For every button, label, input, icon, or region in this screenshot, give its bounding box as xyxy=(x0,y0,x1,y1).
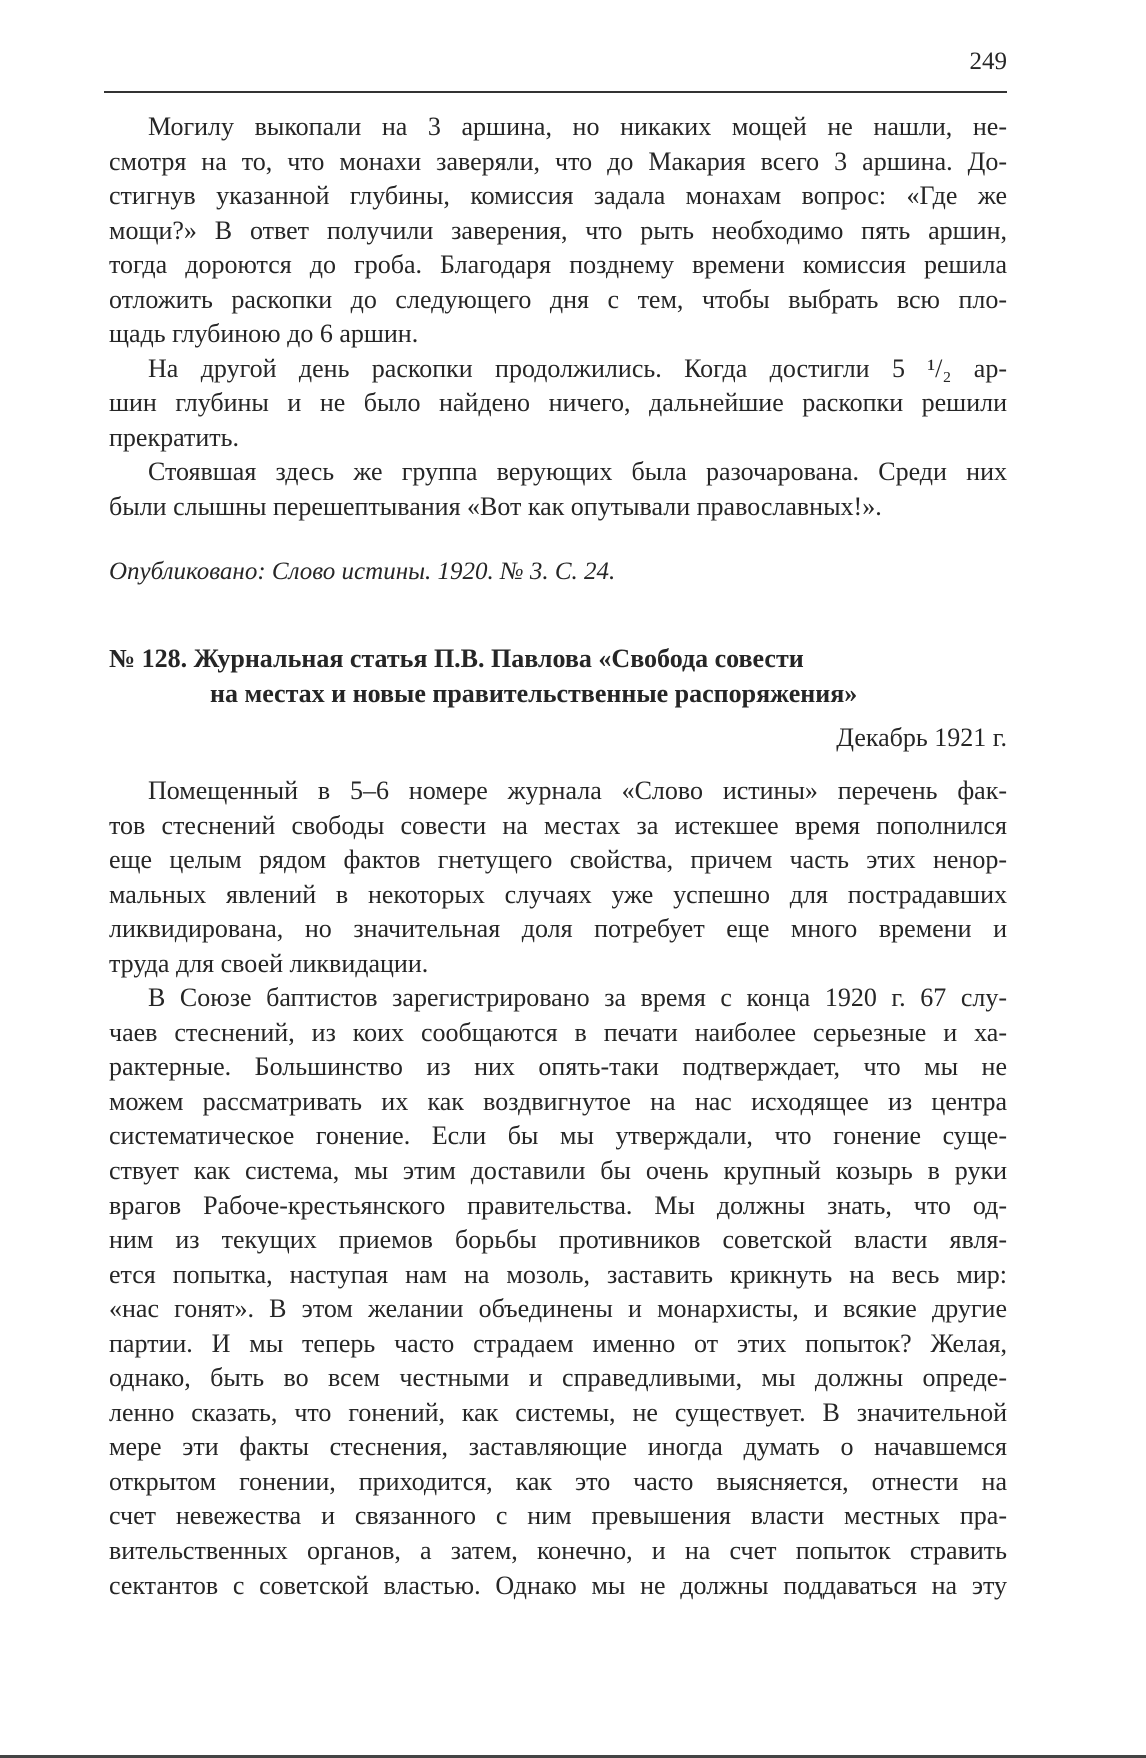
document-text-block-1 xyxy=(109,110,1007,525)
text-line: открытом гонении, приходится, как это часто выясняется, отнести на xyxy=(109,1466,1007,1496)
text-line: В Союзе баптистов зарегистрировано за время с конца 1920 г. 67 слу- xyxy=(148,983,1007,1013)
text-line: Могилу выкопали на 3 аршина, но никаких мощей не нашли, не- xyxy=(148,112,1007,141)
text-line: прекратить. xyxy=(109,422,239,452)
text-line: были слышны перешептывания «Вот как опутывали православных!». xyxy=(109,492,882,522)
text-line: счет невежества и связанного с ним превышения власти местных пра- xyxy=(109,1501,1007,1531)
text-line: ствует как система, мы этим доставили бы очень крупный козырь в руки xyxy=(109,1156,1007,1186)
text-line: рактерные. Большинство из них опять-таки подтверждает, что мы не xyxy=(109,1052,1007,1082)
text-line: мере эти факты стеснения, заставляющие иногда думать о начавшемся xyxy=(109,1432,1007,1462)
text-line: Помещенный в 5–6 номере журнала «Слово истины» перечень фак- xyxy=(148,776,1007,805)
text-line: труда для своей ликвидации. xyxy=(109,948,429,978)
text-line: мальных явлений в некоторых случаях уже успешно для пострадавших xyxy=(109,879,1007,909)
text-line: отложить раскопки до следующего дня с тем, чтобы выбрать всю пло- xyxy=(109,284,1007,314)
text-line: однако, быть во всем честными и справедливыми, мы должны опреде- xyxy=(109,1363,1007,1393)
document-heading-line-2: на местах и новые правительственные распоряжения» xyxy=(210,679,858,708)
text-line: можем рассматривать их как воздвигнутое на нас исходящее из центра xyxy=(109,1086,1007,1116)
text-line: ним из текущих приемов борьбы противников советской власти явля- xyxy=(109,1225,1007,1255)
text-line: мощи?» В ответ получили заверения, что рыть необходимо пять аршин, xyxy=(109,215,1007,245)
text-line: стигнув указанной глубины, комиссия задала монахам вопрос: «Где же xyxy=(109,181,1007,211)
text-line: систематическое гонение. Если бы мы утверждали, что гонение суще- xyxy=(109,1121,1007,1151)
text-line: тогда дороются до гроба. Благодаря позднему времени комиссия решила xyxy=(109,250,1007,280)
document-text-block-2 xyxy=(109,774,1007,1603)
page-number: 249 xyxy=(969,48,1007,75)
document-date: Декабрь 1921 г. xyxy=(836,723,1007,752)
text-line: На другой день раскопки продолжились. Когда достигли 5 ¹/₂ ар- xyxy=(148,353,1007,383)
text-line: шин глубины и не было найдено ничего, дальнейшие раскопки решили xyxy=(109,388,1007,418)
document-heading-line-1: № 128. Журнальная статья П.В. Павлова «Свобода совести xyxy=(109,644,804,673)
text-line: чаев стеснений, из коих сообщаются в печати наиболее серьезные и ха- xyxy=(109,1017,1007,1047)
text-line: тов стеснений свободы совести на местах за истекшее время пополнился xyxy=(109,810,1007,840)
text-line: партии. И мы теперь часто страдаем именно от этих попыток? Желая, xyxy=(109,1328,1007,1358)
header-rule xyxy=(104,91,1007,93)
text-line: смотря на то, что монахи заверяли, что до Макария всего 3 аршина. До- xyxy=(109,146,1007,176)
text-line: ется попытка, наступая нам на мозоль, заставить крикнуть на весь мир: xyxy=(109,1259,1007,1289)
publication-source: Опубликовано: Слово истины. 1920. № 3. С. 24. xyxy=(109,558,616,585)
text-line: ленно сказать, что гонений, как системы, не существует. В значительной xyxy=(109,1397,1007,1427)
text-line: вительственных органов, а затем, конечно, и на счет попыток стравить xyxy=(109,1536,1007,1566)
text-line: «нас гонят». В этом желании объединены и монархисты, и всякие другие xyxy=(109,1294,1007,1324)
text-line: ликвидирована, но значительная доля потребует еще много времени и xyxy=(109,914,1007,944)
text-line: врагов Рабоче-крестьянского правительства. Мы должны знать, что од- xyxy=(109,1190,1007,1220)
text-line: еще целым рядом фактов гнетущего свойства, причем часть этих ненор- xyxy=(109,845,1007,875)
text-line: щадь глубиною до 6 аршин. xyxy=(109,319,419,349)
text-line: Стоявшая здесь же группа верующих была разочарована. Среди них xyxy=(148,457,1007,487)
text-line: сектантов с советской властью. Однако мы не должны поддаваться на эту xyxy=(109,1570,1007,1600)
